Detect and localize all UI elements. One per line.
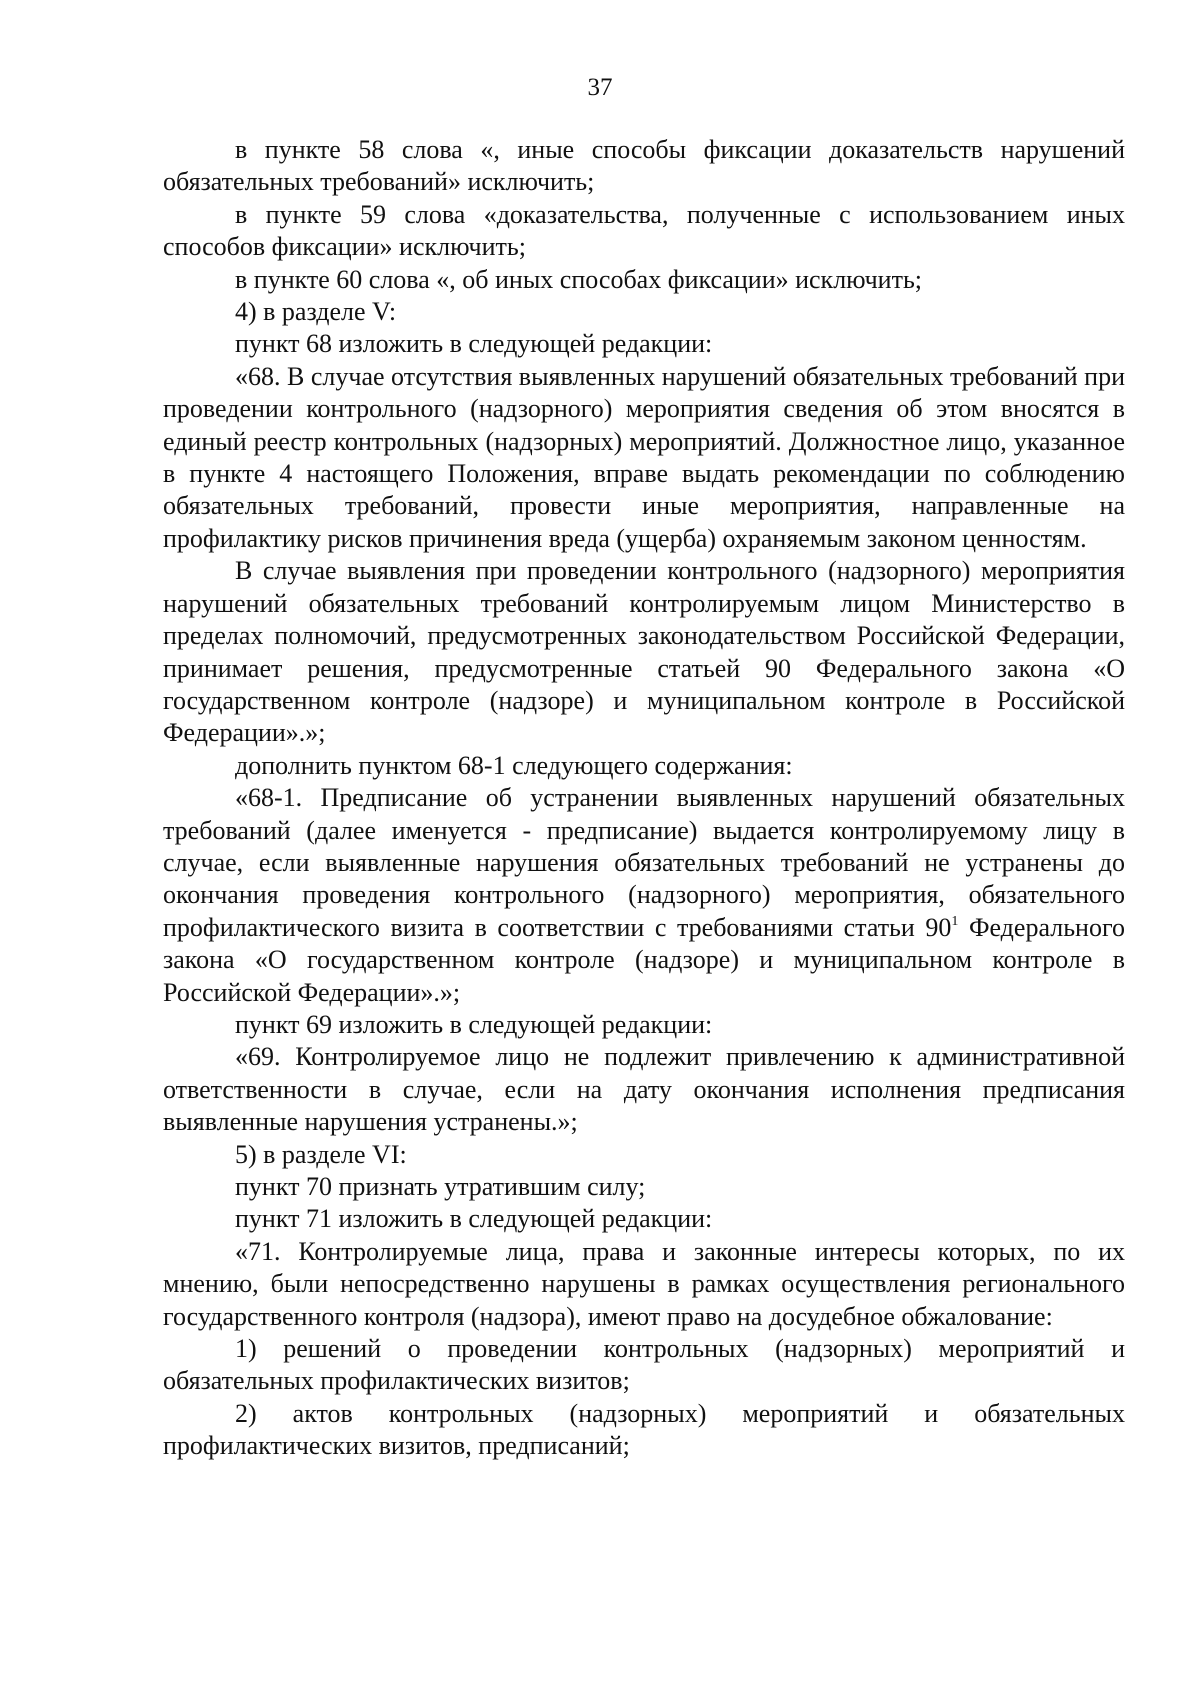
paragraph-item-70: пункт 70 признать утратившим силу; [235, 1172, 646, 1201]
list-item-2: 2) актов контрольных (надзорных) мероприятий и обязательных профилактических визитов, предписаний; [163, 1398, 1125, 1461]
paragraph-section-vi: 5) в разделе VI: [235, 1139, 407, 1169]
paragraph-item-69-text: «69. Контролируемое лицо не подлежит привлечению к административной ответственности в случае, если на дату окончания исполнения предписания выявленные нарушения устранены.»; [163, 1042, 1125, 1137]
paragraph-item-68-1-main: «68-1. Предписание об устранении выявленных нарушений обязательных требований (далее именуется - предписание) выдается контролируемому лицу в случае, если выявленные нарушения обязательных требований не устранены до окончания проведения контрольного (надзорного) мероприятия, обязательного профилактического визита в соответствии с требованиями статьи 90 [163, 783, 1125, 942]
paragraph-section-v: 4) в разделе V: [235, 297, 397, 327]
paragraph-item-68-1-end: Федерального закона «О государственном контроле (надзоре) и муниципальном контроле в Российской Федерации».»; [163, 912, 1125, 1007]
paragraph-item-71-intro: пункт 71 изложить в следующей редакции: [235, 1204, 713, 1234]
paragraph-item-68-1-text [163, 782, 1125, 1009]
article-superscript: 1 [951, 913, 959, 929]
list-item-1: 1) решений о проведении контрольных (надзорных) мероприятий и обязательных профилактических визитов; [163, 1334, 1125, 1396]
page-number: 37 [587, 74, 613, 101]
paragraph-item-59: в пункте 59 слова «доказательства, полученные с использованием иных способов фиксации» исключить; [163, 199, 1125, 262]
paragraph-item-68-violations: В случае выявления при проведении контрольного (надзорного) мероприятия нарушений обязательных требований контролируемым лицом Министерство в пределах полномочий, предусмотренных законодательством Российской Федерации, принимает решения, предусмотренные статьей 90 Федерального закона «О государственном контроле (надзоре) и муниципальном контроле в Российской Федерации».»; [163, 556, 1125, 748]
paragraph-item-69-intro: пункт 69 изложить в следующей редакции: [235, 1009, 713, 1039]
paragraph-item-71-text: «71. Контролируемые лица, права и законные интересы которых, по их мнению, были непосредственно нарушены в рамках осуществления регионального государственного контроля (надзора), имеют право на досудебное обжалование: [163, 1236, 1125, 1331]
document-body [163, 134, 1125, 1463]
paragraph-item-58: в пункте 58 слова «, иные способы фиксации доказательств нарушений обязательных требований» исключить; [163, 135, 1125, 197]
paragraph-item-60: в пункте 60 слова «, об иных способах фиксации» исключить; [235, 264, 923, 294]
paragraph-item-68-1-intro: дополнить пунктом 68-1 следующего содержания: [235, 750, 793, 780]
paragraph-item-68-intro: пункт 68 изложить в следующей редакции: [235, 329, 713, 359]
paragraph-item-68-text: «68. В случае отсутствия выявленных нарушений обязательных требований при проведении контрольного (надзорного) мероприятия сведения об этом вносятся в единый реестр контрольных (надзорных) мероприятий. Должностное лицо, указанное в пункте 4 настоящего Положения, вправе выдать рекомендации по соблюдению обязательных требований, провести иные мероприятия, направленные на профилактику рисков причинения вреда (ущерба) охраняемым законом ценностям. [163, 361, 1125, 553]
